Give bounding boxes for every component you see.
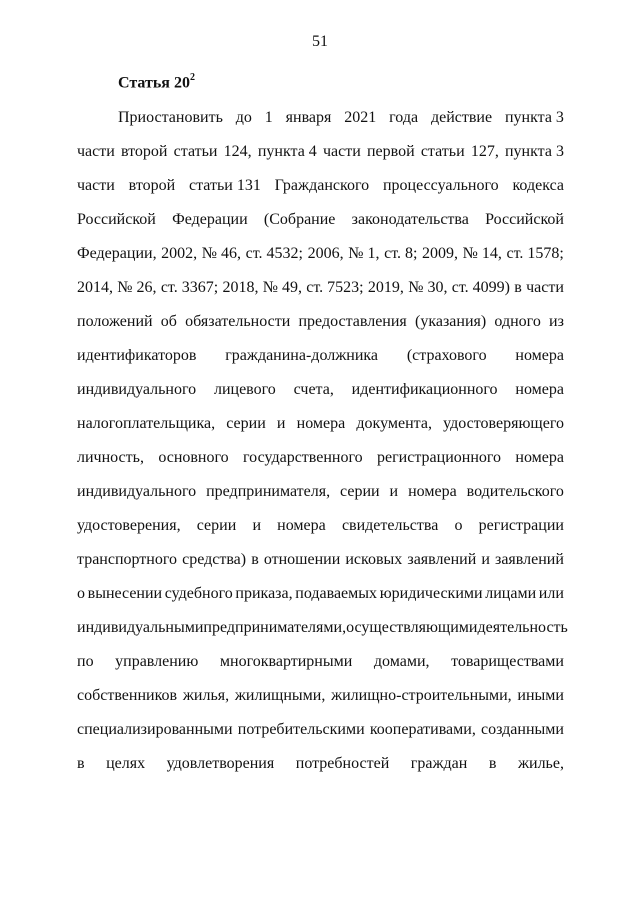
word: номера bbox=[408, 483, 457, 500]
text-line bbox=[77, 312, 564, 332]
word: жилищно-строительными, bbox=[331, 687, 512, 704]
word: обязательности bbox=[185, 313, 291, 330]
word: из bbox=[549, 313, 564, 330]
text-line bbox=[118, 108, 564, 128]
word: второй bbox=[120, 143, 168, 160]
word: и bbox=[252, 517, 261, 534]
text-line bbox=[77, 584, 564, 604]
word: 2018, bbox=[222, 279, 259, 296]
word: заявлений bbox=[495, 551, 564, 568]
word: действие bbox=[430, 109, 493, 126]
word: ст. 4099) bbox=[451, 279, 510, 296]
word: и bbox=[481, 551, 490, 568]
word: Приостановить bbox=[118, 109, 223, 126]
word: предпринимателями, bbox=[203, 619, 347, 636]
page-number: 51 bbox=[312, 33, 328, 50]
word: части bbox=[322, 143, 361, 160]
text-line bbox=[77, 652, 564, 672]
word: кооперативами, bbox=[369, 721, 476, 738]
word: осуществляющими bbox=[346, 619, 478, 636]
word: статьи bbox=[173, 143, 218, 160]
word: по bbox=[77, 653, 94, 670]
word: лицами bbox=[485, 585, 537, 602]
word: идентификационного bbox=[351, 381, 498, 398]
word: в bbox=[251, 551, 259, 568]
text-line bbox=[77, 516, 564, 536]
word: номера bbox=[515, 381, 564, 398]
word: статьи 131 bbox=[189, 177, 261, 194]
text-line bbox=[77, 686, 564, 706]
word: об bbox=[160, 313, 177, 330]
word: потребностей bbox=[295, 755, 390, 772]
word: транспортного bbox=[77, 551, 178, 568]
word: 2014, bbox=[77, 279, 113, 296]
word: индивидуального bbox=[77, 381, 197, 398]
word: процессуального bbox=[382, 177, 499, 194]
word: Российской bbox=[485, 211, 564, 228]
word: номера bbox=[515, 347, 564, 364]
word: средства) bbox=[182, 551, 247, 568]
word: части bbox=[77, 143, 115, 160]
word: (Собрание bbox=[263, 211, 336, 228]
word: личность, bbox=[77, 449, 144, 466]
word: жилищными, bbox=[234, 687, 326, 704]
text-line bbox=[77, 720, 564, 740]
text-line bbox=[77, 448, 564, 468]
word: 2006, bbox=[307, 245, 344, 262]
word: № 49, bbox=[262, 279, 302, 296]
word: в bbox=[488, 755, 497, 772]
word: № 46, bbox=[201, 245, 242, 262]
word: налогоплательщика, bbox=[77, 415, 216, 432]
word: удостоверения, bbox=[77, 517, 181, 534]
word: серии bbox=[340, 483, 380, 500]
word: специализированными bbox=[77, 721, 233, 738]
word: документа, bbox=[356, 415, 432, 432]
word: одного bbox=[494, 313, 541, 330]
word: товариществами bbox=[451, 653, 564, 670]
word: Федерации bbox=[172, 211, 248, 228]
word: регистрации bbox=[478, 517, 564, 534]
word: удостоверяющего bbox=[443, 415, 564, 432]
text-line bbox=[77, 346, 564, 366]
word: заявлений bbox=[407, 551, 477, 568]
word: ст. 4532; bbox=[245, 245, 303, 262]
word: ст. 1578; bbox=[506, 245, 564, 262]
word: второй bbox=[128, 177, 176, 194]
word: основного bbox=[158, 449, 229, 466]
word: до bbox=[235, 109, 252, 126]
article-heading bbox=[118, 73, 195, 92]
text-line bbox=[77, 754, 564, 774]
word: 2021 bbox=[344, 109, 377, 126]
word: 2019, bbox=[367, 279, 404, 296]
word: ст. 3367; bbox=[160, 279, 219, 296]
word: жилья, bbox=[182, 687, 230, 704]
word: Гражданского bbox=[274, 177, 370, 194]
text-line bbox=[77, 244, 564, 264]
text-line bbox=[77, 210, 564, 230]
word: государственного bbox=[243, 449, 363, 466]
word: № 1, bbox=[348, 245, 380, 262]
word: гражданина-должника bbox=[225, 347, 379, 364]
word: жилье, bbox=[517, 755, 564, 772]
word: кодекса bbox=[512, 177, 564, 194]
word: Федерации, bbox=[77, 245, 157, 262]
word: № 14, bbox=[462, 245, 502, 262]
word: 127, bbox=[470, 143, 499, 160]
word: индивидуального bbox=[77, 483, 197, 500]
word: положений bbox=[77, 313, 153, 330]
word: № 30, bbox=[408, 279, 448, 296]
text-line bbox=[77, 278, 564, 298]
word: многоквартирными bbox=[219, 653, 353, 670]
word: серии bbox=[196, 517, 237, 534]
word: серии bbox=[226, 415, 266, 432]
word: пункта 3 bbox=[504, 143, 564, 160]
word: иными bbox=[517, 687, 564, 704]
article-superscript: 2 bbox=[189, 72, 195, 83]
word: 2002, bbox=[161, 245, 198, 262]
word: номера bbox=[515, 449, 564, 466]
word: исковых bbox=[345, 551, 403, 568]
word: лицевого bbox=[213, 381, 276, 398]
word: номера bbox=[296, 415, 346, 432]
word: (страхового bbox=[406, 347, 487, 364]
word: в bbox=[514, 279, 522, 296]
word: вынесении bbox=[87, 585, 163, 602]
word: пункта 4 bbox=[257, 143, 317, 160]
word: части bbox=[526, 279, 564, 296]
word: предпринимателя, bbox=[206, 483, 331, 500]
word: в bbox=[77, 755, 85, 772]
word: свидетельства bbox=[341, 517, 439, 534]
word: ст. 8; bbox=[384, 245, 418, 262]
word: судебного bbox=[164, 585, 233, 602]
word: целях bbox=[106, 755, 146, 772]
word: идентификаторов bbox=[77, 347, 197, 364]
word: ст. 7523; bbox=[306, 279, 364, 296]
word: о bbox=[454, 517, 463, 534]
word: потребительскими bbox=[237, 721, 365, 738]
text-line bbox=[77, 414, 564, 434]
word: домами, bbox=[373, 653, 430, 670]
word: созданными bbox=[481, 721, 564, 738]
text-line bbox=[77, 482, 564, 502]
word: пункта 3 bbox=[504, 109, 564, 126]
word: номера bbox=[277, 517, 326, 534]
word: приказа, bbox=[235, 585, 293, 602]
word: и bbox=[276, 415, 286, 432]
word: индивидуальными bbox=[77, 619, 204, 636]
word: деятельность bbox=[477, 619, 568, 636]
word: управлению bbox=[115, 653, 199, 670]
word: или bbox=[538, 585, 564, 602]
text-line bbox=[77, 618, 568, 638]
text-line bbox=[77, 142, 564, 162]
word: водительского bbox=[466, 483, 564, 500]
word: предоставления bbox=[298, 313, 407, 330]
word: Российской bbox=[77, 211, 156, 228]
word: 2009, bbox=[422, 245, 459, 262]
word: № 26, bbox=[117, 279, 157, 296]
word: 124, bbox=[223, 143, 252, 160]
word: юридическими bbox=[379, 585, 483, 602]
word: отношении bbox=[263, 551, 341, 568]
word: граждан bbox=[410, 755, 468, 772]
word: удовлетворения bbox=[166, 755, 275, 772]
text-line bbox=[77, 380, 564, 400]
word: регистрационного bbox=[377, 449, 502, 466]
word: января bbox=[285, 109, 332, 126]
word: статьи bbox=[420, 143, 465, 160]
word: года bbox=[389, 109, 419, 126]
word: законодательства bbox=[351, 211, 469, 228]
text-line bbox=[77, 176, 564, 196]
word: счета, bbox=[293, 381, 334, 398]
word: и bbox=[389, 483, 399, 500]
word: подаваемых bbox=[295, 585, 378, 602]
word: (указания) bbox=[415, 313, 487, 330]
word: о bbox=[77, 585, 85, 602]
word: 1 bbox=[264, 109, 273, 126]
word: собственников bbox=[77, 687, 178, 704]
text-line bbox=[77, 550, 564, 570]
word: части bbox=[77, 177, 115, 194]
article-title: Статья 20 bbox=[118, 74, 190, 92]
word: первой bbox=[366, 143, 415, 160]
